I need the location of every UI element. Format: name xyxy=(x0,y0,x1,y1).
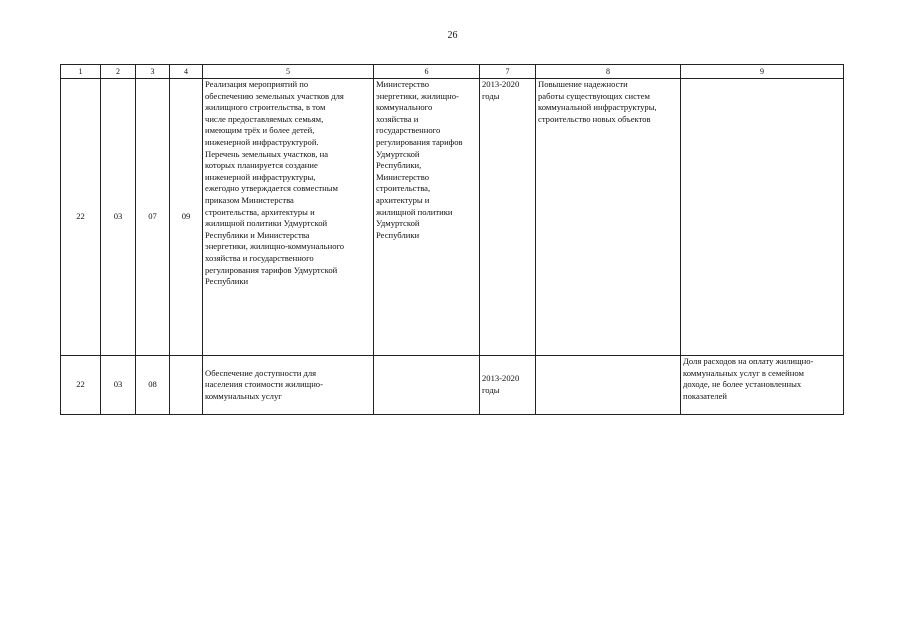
main-measure-code: 08 xyxy=(136,356,170,415)
header-col-7: 7 xyxy=(480,65,536,79)
table-row xyxy=(61,79,844,356)
program-code: 22 xyxy=(61,79,101,356)
responsible-executor xyxy=(374,356,480,415)
subprogram-code: 03 xyxy=(101,79,136,356)
table-row xyxy=(61,356,844,415)
header-col-1: 1 xyxy=(61,65,101,79)
measure-description xyxy=(203,356,374,415)
header-col-5: 5 xyxy=(203,65,374,79)
program-measures-table xyxy=(60,64,844,415)
responsible-executor xyxy=(374,79,480,356)
expected-result xyxy=(536,356,681,415)
header-col-4: 4 xyxy=(170,65,203,79)
implementation-period-text: 2013-2020 годы xyxy=(482,79,520,101)
main-measure-code: 07 xyxy=(136,79,170,356)
target-indicator xyxy=(681,356,844,415)
header-col-9: 9 xyxy=(681,65,844,79)
expected-result xyxy=(536,79,681,356)
measure-description-text: Реализация мероприятий по обеспечению земельных участков для жилищного строительства, в том числе предоставляемых семьям, имеющим трёх и более детей, инженерной инфраструктурой. Перечень земельных участков, на которых планируется создание инженерной инфраструктуры, ежегодно утверждается совместным приказом Министерства строительства, архитектуры и жилищной политики Удмуртской Республики и Министерства энергетики, жилищно-коммунального хозяйства и государственного регулирования тарифов Удмуртской Республики xyxy=(205,79,345,287)
target-indicator xyxy=(681,79,844,356)
header-col-6: 6 xyxy=(374,65,480,79)
implementation-period xyxy=(480,356,536,415)
page-number: 26 xyxy=(447,30,458,41)
header-col-3: 3 xyxy=(136,65,170,79)
measure-description-text: Обеспечение доступности для населения стоимости жилищно- коммунальных услуг xyxy=(205,367,323,401)
responsible-executor-text: Министерство энергетики, жилищно- коммунального хозяйства и государственного регулирования тарифов Удмуртской Республики, Министерство строительства, архитектуры и жилищной политики Удмуртской Республики xyxy=(376,79,463,240)
measure-code xyxy=(170,356,203,415)
target-indicator-text: Доля расходов на оплату жилищно- коммунальных услуг в семейном доходе, не более установленных показателей xyxy=(683,356,814,401)
expected-result-text: Повышение надежности работы существующих систем коммунальной инфраструктуры, строительство новых объектов xyxy=(538,79,657,124)
header-col-8: 8 xyxy=(536,65,681,79)
subprogram-code: 03 xyxy=(101,356,136,415)
program-code: 22 xyxy=(61,356,101,415)
measure-description xyxy=(203,79,374,356)
implementation-period-text: 2013-2020 годы xyxy=(482,373,520,395)
implementation-period xyxy=(480,79,536,356)
measure-code: 09 xyxy=(170,79,203,356)
table-header-row xyxy=(61,65,844,79)
header-col-2: 2 xyxy=(101,65,136,79)
